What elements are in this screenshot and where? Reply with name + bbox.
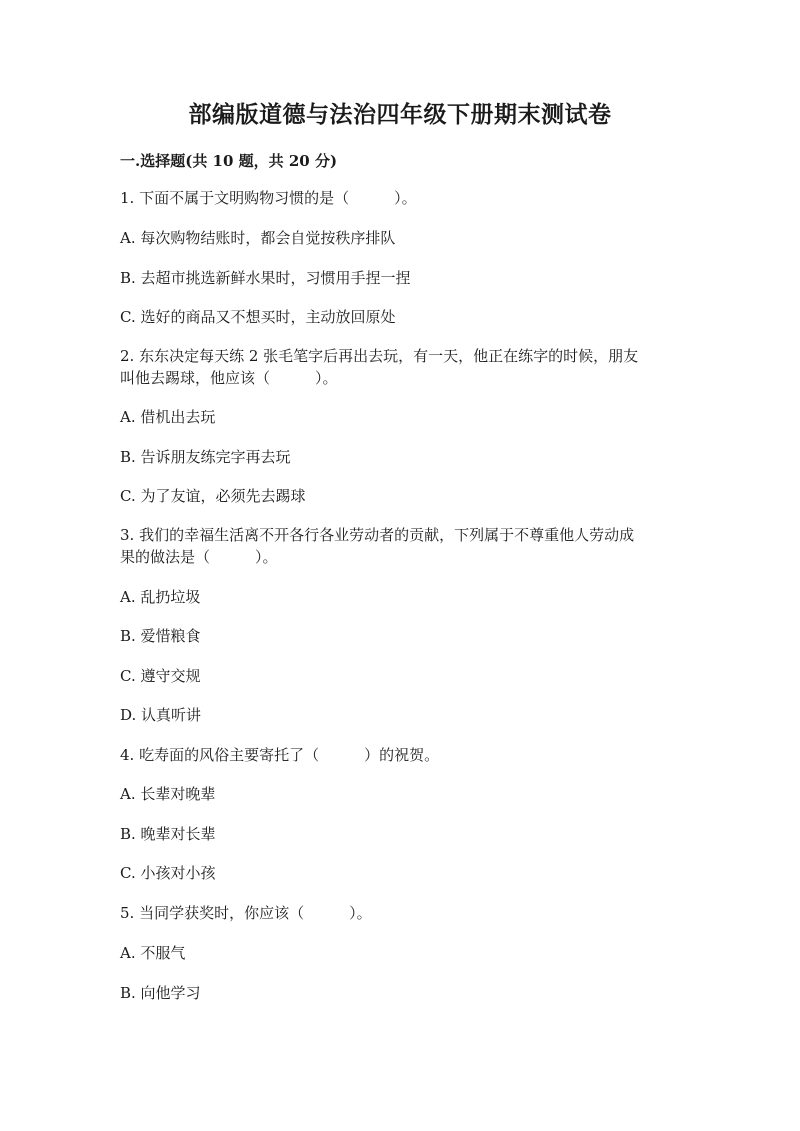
question-3-option-a: A. 乱扔垃圾 [120,588,201,606]
question-3-option-b: B. 爱惜粮食 [120,627,201,645]
question-4-option-c: C. 小孩对小孩 [120,864,216,882]
question-1-option-b: B. 去超市挑选新鲜水果时，习惯用手捏一捏 [120,269,411,287]
question-1-option-c: C. 选好的商品又不想买时，主动放回原处 [120,308,396,326]
question-3-text-line-1: 3. 我们的幸福生活离不开各行各业劳动者的贡献，下列属于不尊重他人劳动成 [120,526,635,544]
question-2-option-b: B. 告诉朋友练完字再去玩 [120,448,291,466]
question-5-option-b: B. 向他学习 [120,984,201,1002]
question-5-text: 5. 当同学获奖时，你应该（ ）。 [120,904,372,922]
question-4-option-b: B. 晚辈对长辈 [120,825,216,843]
question-1-text: 1. 下面不属于文明购物习惯的是（ ）。 [120,189,417,207]
question-3-option-d: D. 认真听讲 [120,706,202,724]
question-2-option-a: A. 借机出去玩 [120,408,216,426]
exam-title: 部编版道德与法治四年级下册期末测试卷 [188,101,612,128]
section-heading: 一.选择题(共 10 题，共 20 分) [120,152,338,170]
question-3-text-line-2: 果的做法是（ ）。 [120,548,278,566]
question-1-option-a: A. 每次购物结账时，都会自觉按秩序排队 [120,229,396,247]
question-4-text: 4. 吃寿面的风俗主要寄托了（ ）的祝贺。 [120,746,440,764]
question-2-text-line-1: 2. 东东决定每天练 2 张毛笔字后再出去玩，有一天，他正在练字的时候，朋友 [120,347,639,365]
question-2-text-line-2: 叫他去踢球，他应该（ ）。 [120,369,338,387]
question-4-option-a: A. 长辈对晚辈 [120,785,216,803]
question-2-option-c: C. 为了友谊，必须先去踢球 [120,487,306,505]
question-3-option-c: C. 遵守交规 [120,667,201,685]
question-5-option-a: A. 不服气 [120,944,186,962]
